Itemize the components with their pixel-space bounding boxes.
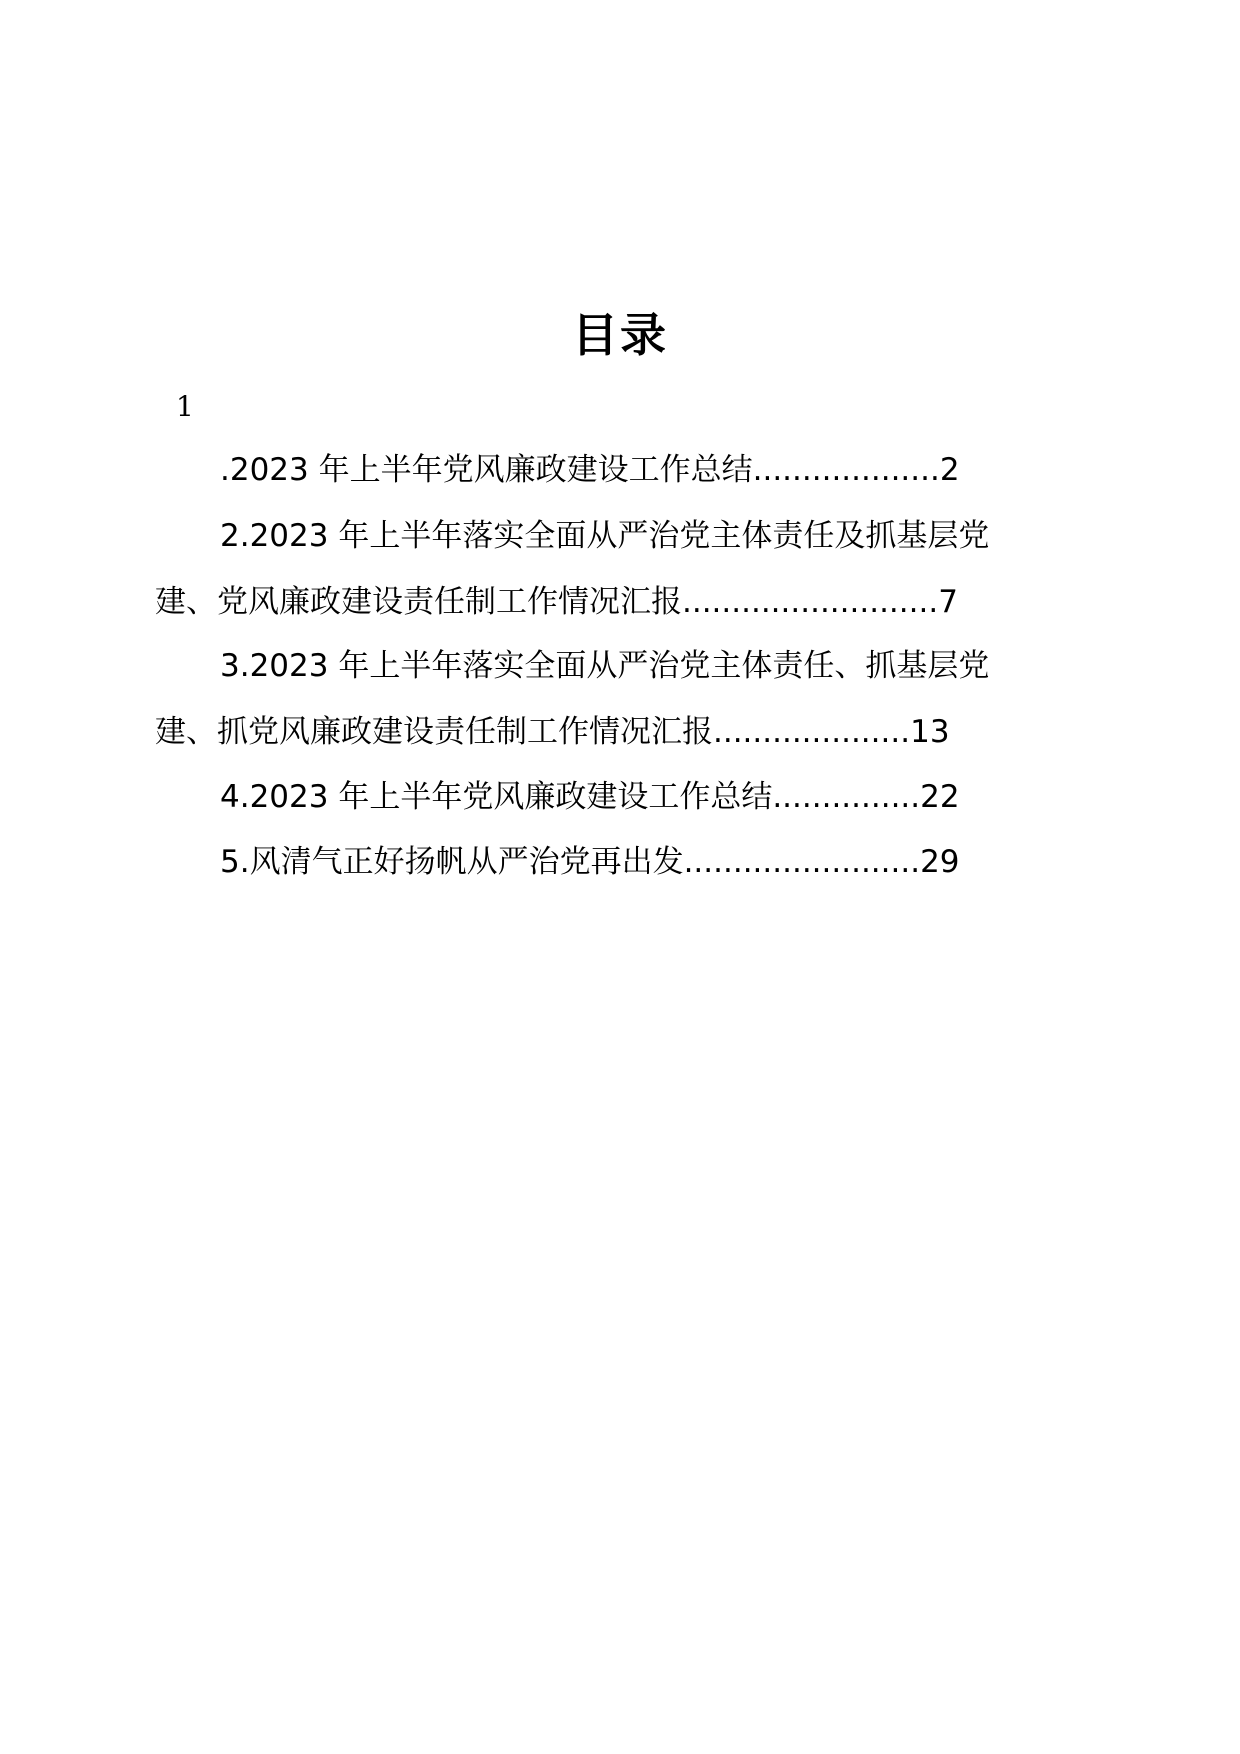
toc-entry-3-line-1[interactable]	[220, 644, 989, 688]
toc-entry-4-leader: ...............	[772, 779, 921, 815]
toc-entry-4-page: 22	[920, 779, 960, 815]
toc-entry-1-page: 2	[939, 452, 960, 488]
toc-entry-5-leader: ........................	[683, 844, 921, 880]
toc-entry-5-page: 29	[920, 844, 960, 880]
toc-entry-5-title: 5.风清气正好扬帆从严治党再出发	[220, 844, 684, 880]
toc-entry-2-line-1[interactable]	[220, 514, 989, 558]
toc-entry-3-title-part-1: 3.2023 年上半年落实全面从严治党主体责任、抓基层党	[220, 648, 990, 684]
toc-entry-1[interactable]	[220, 448, 960, 492]
toc-entry-3-title-part-2: 建、抓党风廉政建设责任制工作情况汇报	[155, 714, 713, 750]
toc-entry-1-leader: ...................	[752, 452, 940, 488]
page-title: 目录	[572, 308, 668, 362]
toc-entry-1-title: .2023 年上半年党风廉政建设工作总结	[220, 452, 753, 488]
toc-entry-3-page: 13	[910, 714, 950, 750]
list-number: 1	[176, 390, 194, 423]
toc-entry-4-title: 4.2023 年上半年党风廉政建设工作总结	[220, 779, 773, 815]
toc-entry-2-title-part-2: 建、党风廉政建设责任制工作情况汇报	[155, 584, 682, 620]
toc-entry-3-leader: ....................	[713, 714, 911, 750]
toc-entry-2-leader: ..........................	[682, 584, 939, 620]
toc-entry-2-line-2[interactable]	[155, 580, 958, 624]
toc-entry-2-title-part-1: 2.2023 年上半年落实全面从严治党主体责任及抓基层党	[220, 518, 990, 554]
toc-entry-5[interactable]	[220, 840, 960, 884]
toc-entry-4[interactable]	[220, 775, 960, 819]
toc-entry-3-line-2[interactable]	[155, 710, 950, 754]
toc-entry-2-page: 7	[938, 584, 958, 620]
